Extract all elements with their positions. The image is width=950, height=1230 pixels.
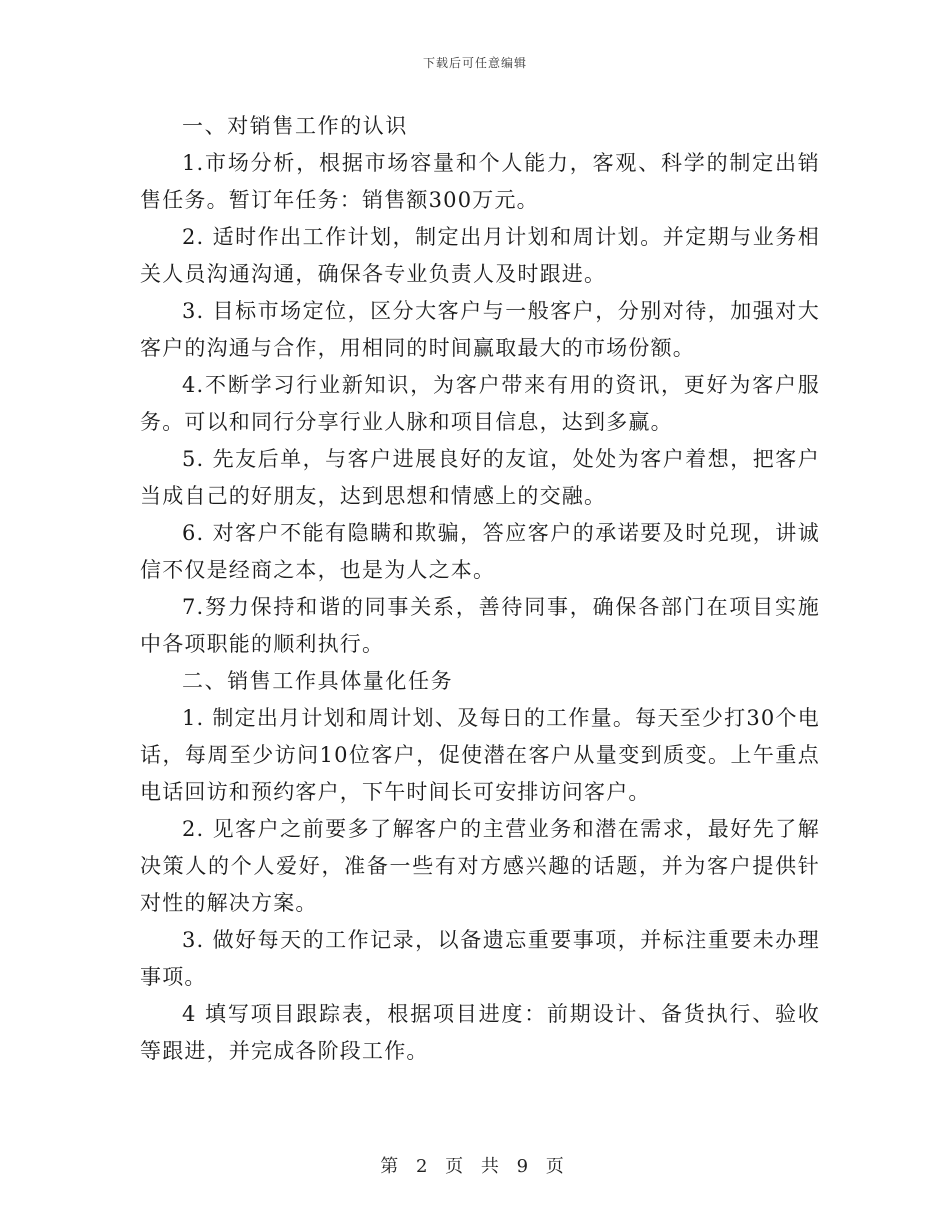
paragraph: 7.努力保持和谐的同事关系，善待同事，确保各部门在项目实施中各项职能的顺利执行。: [140, 595, 820, 656]
section-heading-1: 一、对销售工作的认识: [182, 114, 408, 138]
paragraph: 2. 适时作出工作计划，制定出月计划和周计划。并定期与业务相关人员沟通沟通，确保各专业负责人及时跟进。: [140, 225, 820, 286]
paragraph: 4 填写项目跟踪表，根据项目进度：前期设计、备货执行、验收等跟进，并完成各阶段工作。: [140, 1002, 820, 1063]
paragraph: 2. 见客户之前要多了解客户的主营业务和潜在需求，最好先了解决策人的个人爱好，准备一些有对方感兴趣的话题，并为客户提供针对性的解决方案。: [140, 817, 820, 915]
header-note: 下载后可任意编辑: [422, 56, 527, 70]
paragraph: 5. 先友后单，与客户进展良好的友谊，处处为客户着想，把客户当成自己的好朋友，达到思想和情感上的交融。: [140, 447, 820, 508]
paragraph: 3. 目标市场定位，区分大客户与一般客户，分别对待，加强对大客户的沟通与合作，用相同的时间赢取最大的市场份额。: [140, 299, 820, 360]
paragraph: 3. 做好每天的工作记录，以备遗忘重要事项，并标注重要未办理事项。: [140, 928, 820, 989]
paragraph: 1. 制定出月计划和周计划、及每日的工作量。每天至少打30个电话，每周至少访问10位客户，促使潜在客户从量变到质变。上午重点电话回访和预约客户，下午时间长可安排访问客户。: [140, 706, 820, 804]
document-body: [140, 108, 820, 1070]
page-number: 第 2 页 共 9 页: [380, 1156, 570, 1177]
section-heading-2: 二、销售工作具体量化任务: [182, 669, 454, 693]
paragraph: 4.不断学习行业新知识，为客户带来有用的资讯，更好为客户服务。可以和同行分享行业人脉和项目信息，达到多赢。: [140, 373, 820, 434]
paragraph: 6. 对客户不能有隐瞒和欺骗，答应客户的承诺要及时兑现，讲诚信不仅是经商之本，也是为人之本。: [140, 521, 820, 582]
paragraph: 1.市场分析，根据市场容量和个人能力，客观、科学的制定出销售任务。暂订年任务：销售额300万元。: [140, 151, 820, 212]
